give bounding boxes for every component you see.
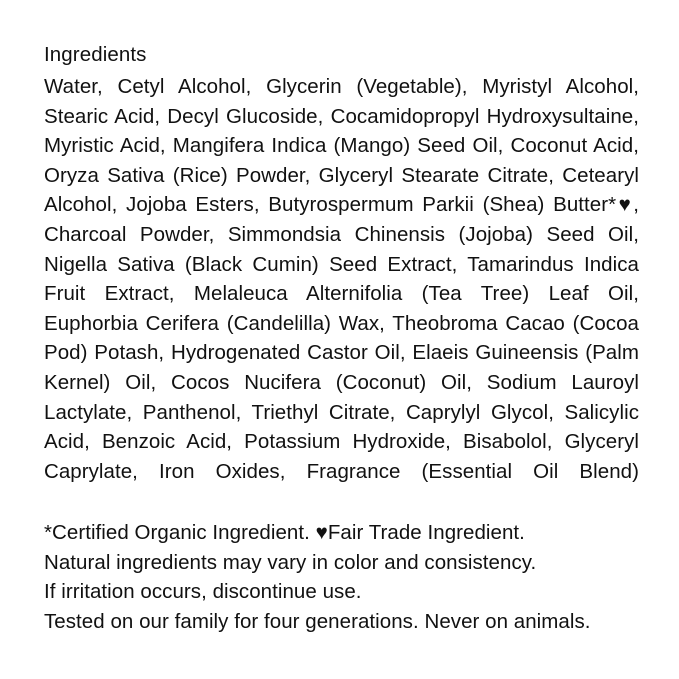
note-line: Natural ingredients may vary in color and consistency. — [44, 550, 537, 574]
ingredients-list-text: Water, Cetyl Alcohol, Glycerin (Vegetable), Myristyl Alcohol, Stearic Acid, Decyl Glucoside, Cocamidopropyl Hydroxysultaine, Myristic Acid, Mangifera Indica (Mango) Seed Oil, Coconut Acid, Oryza Sativa (Rice) Powder, Glyceryl Stearate Citrate, Cetearyl Alcohol, Jojoba Esters, Butyrospermum Parkii (Shea) Butter*♥, Charcoal Powder, Simmondsia Chinensis (Jojoba) Seed Oil, Nigella Sativa (Black Cumin) Seed Extract, Tamarindus Indica Fruit Extract, Melaleuca Alternifolia (Tea Tree) Leaf Oil, Euphorbia Cerifera (Candelilla) Wax, Theobroma Cacao (Cocoa Pod) Potash, Hydrogenated Castor Oil, Elaeis Guineensis (Palm Kernel) Oil, Cocos Nucifera (Coconut) Oil, Sodium Lauroyl Lactylate, Panthenol, Triethyl Citrate, Caprylyl Glycol, Salicylic Acid, Benzoic Acid, Potassium Hydroxide, Bisabolol, Glyceryl Caprylate, Iron Oxides, Fragrance (Essential Oil Blend) — [44, 75, 639, 483]
note-line: Tested on our family for four generations. Never on animals. — [44, 609, 591, 633]
note-line: If irritation occurs, discontinue use. — [44, 580, 362, 604]
ingredient-notes — [44, 518, 639, 636]
note-line: *Certified Organic Ingredient. ♥Fair Trade Ingredient. — [44, 520, 525, 544]
page-title: Ingredients — [44, 43, 147, 66]
